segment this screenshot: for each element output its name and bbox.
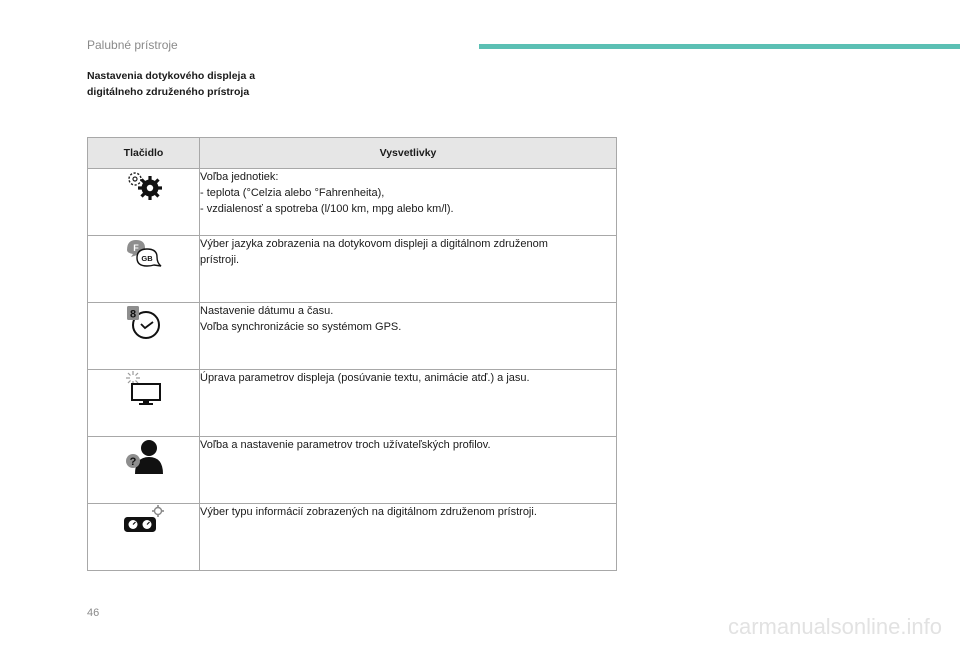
explanation-cell xyxy=(200,169,617,236)
profile-badge-text: ? xyxy=(129,456,136,468)
explanation-cell xyxy=(200,437,617,504)
icon-cell xyxy=(88,236,200,303)
section-label: Palubné prístroje xyxy=(87,38,178,52)
explanation-line: - teplota (°Celzia alebo °Fahrenheita), xyxy=(200,187,385,199)
date-time-clock-icon xyxy=(123,303,165,341)
page-heading xyxy=(87,68,347,100)
explanation-line: Voľba synchronizácie so systémom GPS. xyxy=(200,321,402,333)
explanation-cell xyxy=(200,370,617,437)
table-row xyxy=(88,504,617,571)
explanation-line: Nastavenie dátumu a času. xyxy=(200,305,334,317)
page-heading-line-1: Nastavenia dotykového displeja a xyxy=(87,70,256,82)
icon-cell xyxy=(88,370,200,437)
column-header-button: Tlačidlo xyxy=(88,138,200,169)
watermark: carmanualsonline.info xyxy=(727,614,942,639)
explanation-line: prístroji. xyxy=(200,254,240,266)
explanation-line: Voľba a nastavenie parametrov troch užívateľských profilov. xyxy=(200,439,491,451)
explanation-line: Výber typu informácií zobrazených na digitálnom združenom prístroji. xyxy=(200,506,537,518)
language-icon-top-text: F xyxy=(132,243,139,253)
settings-table xyxy=(87,137,617,571)
table-row xyxy=(88,236,617,303)
explanation-cell xyxy=(200,236,617,303)
explanation-cell xyxy=(200,504,617,571)
icon-cell xyxy=(88,169,200,236)
units-gears-icon xyxy=(124,169,164,205)
column-header-explanation: Vysvetlivky xyxy=(200,138,617,169)
header-accent-bar xyxy=(479,44,960,49)
calendar-icon-text: 8 xyxy=(129,308,136,321)
explanation-cell xyxy=(200,303,617,370)
explanation-line: - vzdialenosť a spotreba (l/100 km, mpg alebo km/l). xyxy=(200,203,454,215)
user-profile-icon xyxy=(124,437,164,475)
table-row xyxy=(88,370,617,437)
icon-cell xyxy=(88,437,200,504)
table-row xyxy=(88,169,617,236)
explanation-line: Úprava parametrov displeja (posúvanie textu, animácie atď.) a jasu. xyxy=(200,372,530,384)
page-number: 46 xyxy=(87,607,100,619)
explanation-line: Voľba jednotiek: xyxy=(200,171,279,183)
table-row xyxy=(88,437,617,504)
explanation-line: Výber jazyka zobrazenia na dotykovom displeji a digitálnom združenom xyxy=(200,238,548,250)
table-header-row xyxy=(88,138,617,169)
language-icon-bottom-text: GB xyxy=(140,254,153,263)
icon-cell xyxy=(88,303,200,370)
instrument-cluster-settings-icon xyxy=(122,504,166,534)
table-row xyxy=(88,303,617,370)
language-bubbles-icon xyxy=(123,236,165,270)
display-brightness-icon xyxy=(123,370,165,406)
page-heading-line-2: digitálneho združeného prístroja xyxy=(87,86,250,98)
icon-cell xyxy=(88,504,200,571)
